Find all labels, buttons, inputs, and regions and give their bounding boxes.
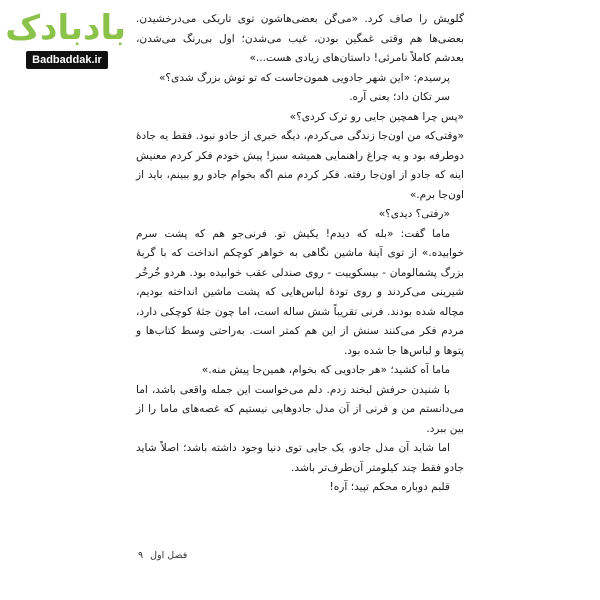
site-logo — [5, 8, 126, 74]
paragraph: با شنیدن حرفش لبخند زدم. دلم می‌خواست این جمله واقعی باشد، اما می‌دانستم من و فرنی از آن مدل جادوهایی نیستیم که غصه‌های ماما را از بین ببرد. — [136, 383, 464, 435]
logo-wordmark: بادبادک — [5, 8, 126, 48]
paragraph: گلویش را صاف کرد. «می‌گن بعضی‌هاشون توی تاریکی می‌درخشیدن. بعضی‌ها هم وقتی غمگین بودن، غیب می‌شدن؛ اول بی‌رنگ می‌شدن، بعدشم کاملاً نامرئی! داستان‌های زیادی هست...» — [136, 13, 464, 64]
page-body-text — [136, 10, 464, 498]
logo-url-badge: Badbaddak.ir — [26, 51, 108, 69]
page-number: ۹ — [138, 550, 144, 561]
chapter-label: فصل اول — [150, 550, 188, 561]
paragraph: اما شاید آن مدل جادو، یک جایی توی دنیا وجود داشته باشد؛ اصلاً شاید جادو فقط چند کیلومتر آن‌طرف‌تر باشد. — [136, 442, 464, 474]
page-footer — [136, 549, 464, 563]
paragraph: «پس چرا همچین جایی رو ترک کردی؟» — [289, 110, 464, 123]
paragraph: پرسیدم: «این شهر جادویی همون‌جاست که تو توش بزرگ شدی؟» — [158, 71, 450, 84]
paragraph: «وقتی‌که من اون‌جا زندگی می‌کردم، دیگه خبری از جادو نبود. فقط یه جادهٔ دوطرفه بود و یه چراغ راهنمایی همیشه سبز! پیش خودم فکر کردم معنیش اینه که جادو از اون‌جا رفته. فکر کردم منم اگه بخوام جادو رو ببینم، باید از اون‌جا برم.» — [136, 130, 464, 201]
paragraph: سر تکان داد؛ یعنی آره. — [349, 91, 450, 103]
paragraph: ماما آه کشید؛ «هر جادویی که بخوام، همین‌جا پیش منه.» — [201, 364, 450, 376]
paragraph: «رفتی؟ دیدی؟» — [378, 208, 450, 220]
paragraph: ماما گفت: «بله که دیدم! یکیش تو. فرنی‌جو هم که پشت سرم خوابیده.» از توی آینهٔ ماشین نگاهی به خواهر کوچکم انداخت که با گربهٔ بزرگ پشمالومان - بیسکوییت - روی صندلی عقب خوابیده بود. هردو خُرخُر شیرینی می‌کردند و روی تودهٔ لباس‌هایی که پشت ماشین انداخته بودیم، مچاله شده بودند. فرنی تقریباً شش ساله است، اما چون جثهٔ کوچکی دارد، مردم فکر می‌کنند سنش از این هم کمتر است. به‌راحتی وسط کتاب‌ها و پتوها و لباس‌ها جا شده بود. — [136, 227, 464, 357]
paragraph: قلبم دوباره محکم تپید؛ آره! — [329, 481, 450, 493]
